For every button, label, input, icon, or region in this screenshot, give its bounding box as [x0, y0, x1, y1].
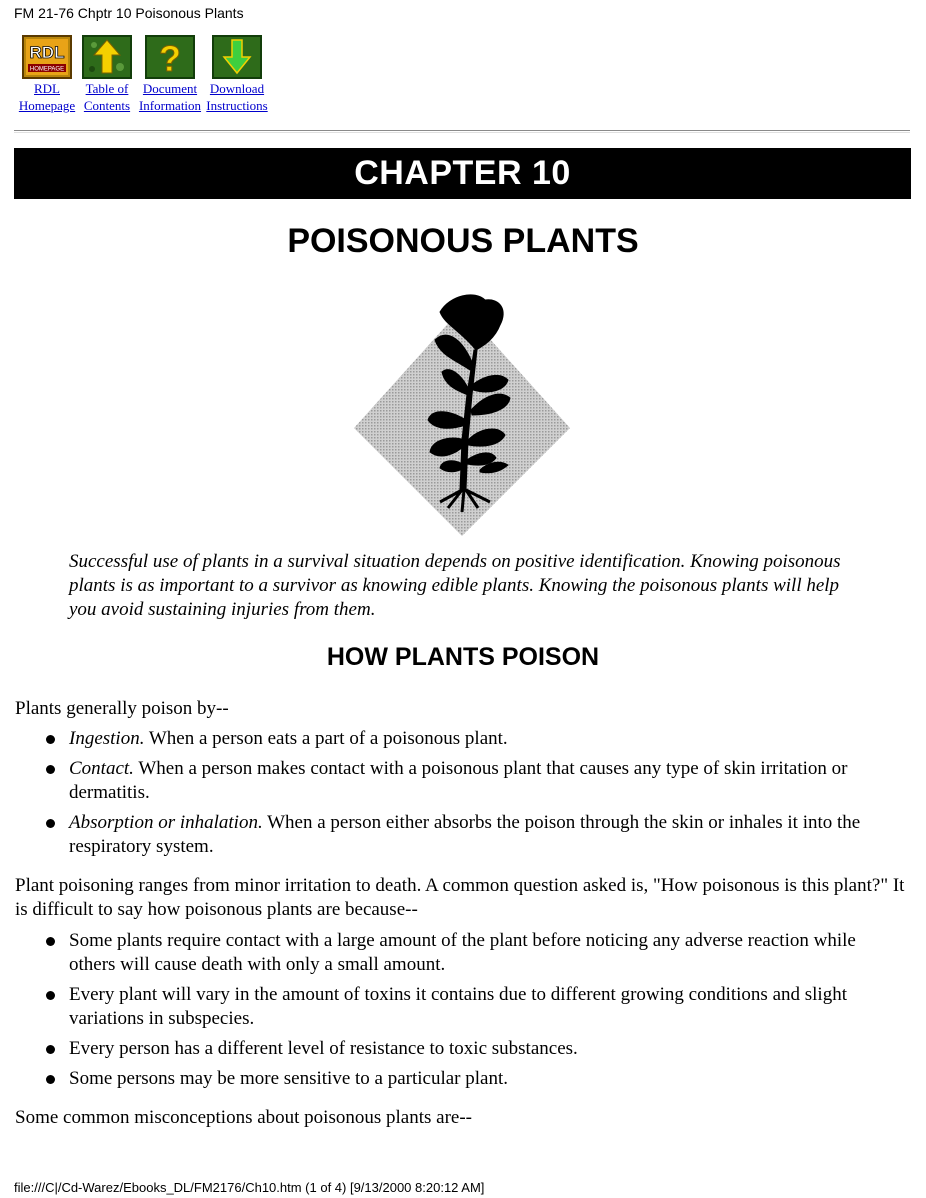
list-item-text: When a person makes contact with a poisonous plant that causes any type of skin irritation or dermatitis.	[69, 758, 848, 803]
rdl-logo-icon[interactable]	[22, 35, 72, 79]
list-item-term: Absorption or inhalation.	[69, 812, 263, 833]
svg-text:HOMEPAGE: HOMEPAGE	[29, 66, 65, 73]
list-item-term: Ingestion.	[69, 728, 145, 749]
nav-link-rdl[interactable]: RDL Homepage	[18, 81, 76, 113]
list-item-text: When a person eats a part of a poisonous plant.	[144, 728, 508, 749]
horizontal-rule	[14, 130, 910, 133]
nav-link-toc[interactable]: Table of Contents	[83, 81, 131, 113]
poison-methods-list	[40, 727, 900, 865]
question-mark-icon[interactable]	[145, 35, 195, 79]
chapter-banner	[14, 148, 911, 199]
list-item	[40, 811, 900, 859]
download-arrow-icon[interactable]	[212, 35, 262, 79]
nav-rdl-homepage[interactable]	[16, 35, 78, 114]
svg-text:?: ?	[159, 38, 181, 79]
list-item: Some persons may be more sensitive to a particular plant.	[40, 1067, 900, 1091]
chapter-title: POISONOUS PLANTS	[287, 222, 639, 260]
poisonous-plant-diamond-icon	[350, 290, 574, 538]
list-item: Every plant will vary in the amount of toxins it contains due to different growing conditions and slight variations in subspecies.	[40, 983, 900, 1031]
list-item-term: Contact.	[69, 758, 134, 779]
list-item	[40, 757, 900, 805]
nav-table-of-contents[interactable]	[78, 35, 136, 114]
svg-text:RDL: RDL	[29, 43, 65, 62]
nav-download-instructions[interactable]	[204, 35, 270, 114]
section-heading-how-plants-poison: HOW PLANTS POISON	[326, 643, 600, 671]
nav-document-information[interactable]	[136, 35, 204, 114]
list-item	[40, 727, 900, 751]
list-item-text: When a person either absorbs the poison through the skin or inhales it into the respiratory system.	[69, 812, 861, 857]
chapter-label: CHAPTER 10	[354, 154, 571, 192]
list-item: Every person has a different level of resistance to toxic substances.	[40, 1037, 900, 1061]
toxicity-factors-list	[40, 929, 900, 1097]
paragraph-lead: Plants generally poison by--	[15, 698, 229, 719]
paragraph-misconceptions: Some common misconceptions about poisonous plants are--	[15, 1107, 472, 1128]
nav-bar	[16, 35, 270, 114]
list-item: Some plants require contact with a large amount of the plant before noticing any adverse reaction while others will cause death with only a small amount.	[40, 929, 900, 977]
nav-link-download[interactable]: Download Instructions	[206, 81, 268, 113]
page-footer-url: file:///C|/Cd-Warez/Ebooks_DL/FM2176/Ch10.htm (1 of 4) [9/13/2000 8:20:12 AM]	[14, 1180, 485, 1195]
nav-link-doc-info[interactable]: Document Information	[138, 81, 202, 113]
up-arrow-icon[interactable]	[82, 35, 132, 79]
page-header-title: FM 21-76 Chptr 10 Poisonous Plants	[14, 5, 244, 21]
paragraph-poisoning-range: Plant poisoning ranges from minor irritation to death. A common question asked is, "How poisonous is this plant?" It is difficult to say how poisonous plants are because--	[15, 875, 905, 920]
intro-paragraph: Successful use of plants in a survival situation depends on positive identification. Knowing poisonous plants is as important to a survivor as knowing edible plants. Knowing the poisonous plants will help you avoid sustaining injuries from them.	[69, 551, 841, 620]
